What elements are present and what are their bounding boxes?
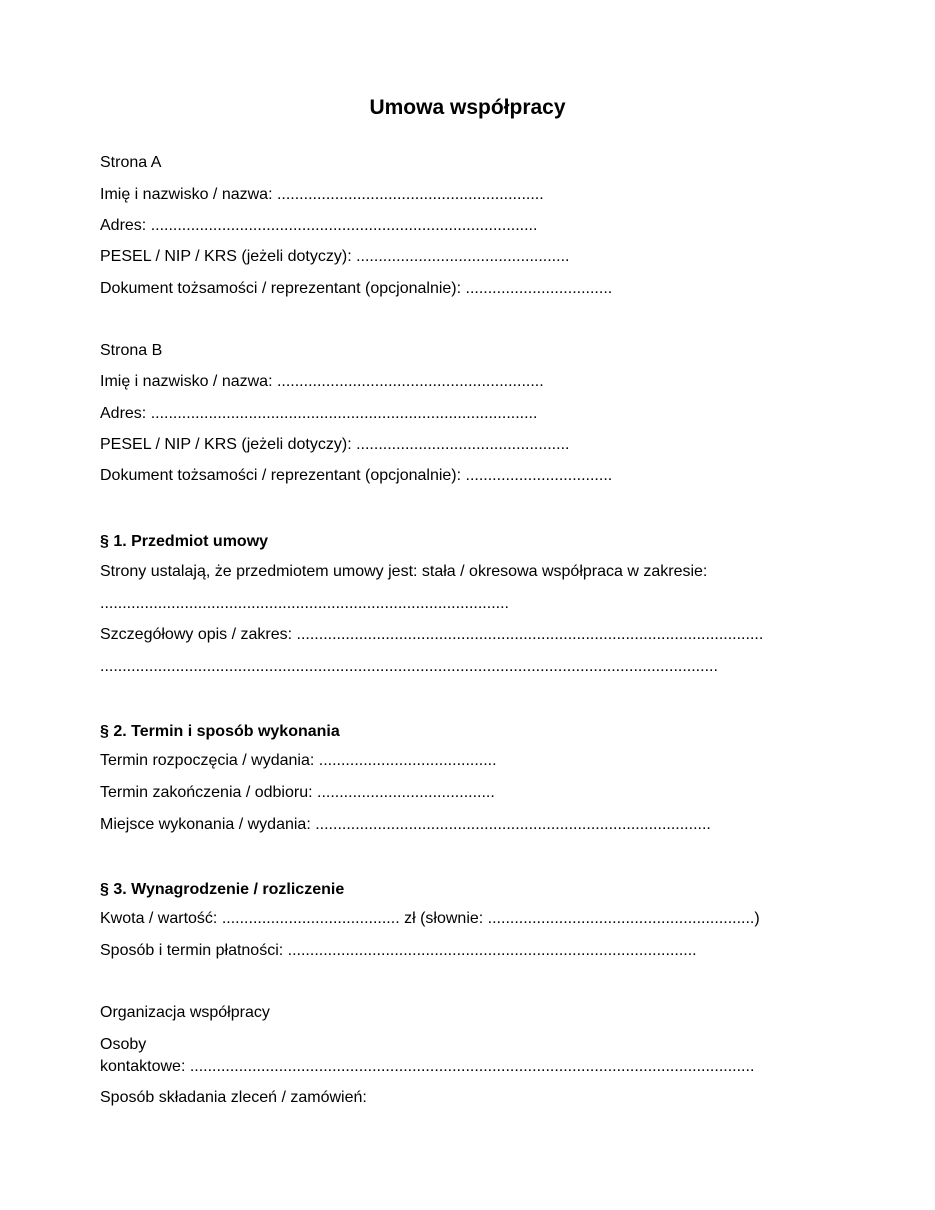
section-1-scope-field: Szczegółowy opis / zakres: ......................................................................................................... [100, 626, 764, 643]
party-b-address-field: Adres: ....................................................................................... [100, 405, 538, 422]
section-1-scope-blank: ........................................................................................................................................... [100, 658, 718, 675]
party-b-name-field: Imię i nazwisko / nazwa: ............................................................ [100, 373, 544, 390]
party-a-address-field: Adres: ....................................................................................... [100, 217, 538, 234]
party-a-heading: Strona A [100, 154, 162, 171]
section-1-subject-line: Strony ustalają, że przedmiotem umowy jest: stała / okresowa współpraca w zakresie: [100, 563, 708, 580]
party-a-ids-field: PESEL / NIP / KRS (jeżeli dotyczy): ................................................ [100, 248, 570, 265]
document-title: Umowa współpracy [369, 96, 566, 119]
section-2-place-field: Miejsce wykonania / wydania: ......................................................................................... [100, 816, 711, 833]
section-1-subject-blank: ............................................................................................ [100, 595, 509, 612]
section-2-end-field: Termin zakończenia / odbioru: ........................................ [100, 784, 495, 801]
section-3-payment-field: Sposób i termin płatności: ............................................................................................ [100, 942, 697, 959]
organization-contacts-label: Osoby [100, 1036, 147, 1053]
organization-heading: Organizacja współpracy [100, 1004, 270, 1021]
organization-contacts-field: kontaktowe: ............................................................................................................................... [100, 1058, 755, 1075]
section-2-heading: § 2. Termin i sposób wykonania [100, 723, 340, 740]
section-1-heading: § 1. Przedmiot umowy [100, 533, 269, 550]
section-3-heading: § 3. Wynagrodzenie / rozliczenie [100, 881, 345, 898]
party-a-document-field: Dokument tożsamości / reprezentant (opcjonalnie): ................................. [100, 280, 613, 297]
party-b-heading: Strona B [100, 342, 163, 359]
party-b-document-field: Dokument tożsamości / reprezentant (opcjonalnie): ................................. [100, 467, 613, 484]
organization-orders-field: Sposób składania zleceń / zamówień: [100, 1089, 367, 1106]
section-3-amount-field: Kwota / wartość: ........................................ zł (słownie: ............................................................) [100, 910, 760, 927]
section-2-start-field: Termin rozpoczęcia / wydania: ........................................ [100, 752, 497, 769]
party-b-ids-field: PESEL / NIP / KRS (jeżeli dotyczy): ................................................ [100, 436, 570, 453]
party-a-name-field: Imię i nazwisko / nazwa: ............................................................ [100, 186, 544, 203]
